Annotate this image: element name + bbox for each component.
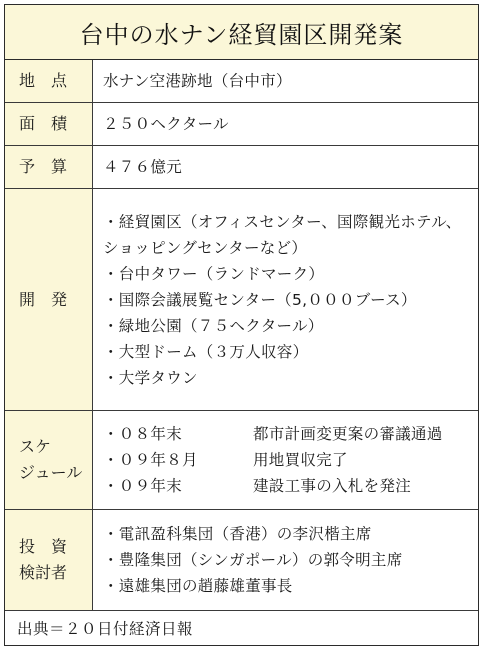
development-item: ・国際会議展覧センター（5,０００ブース）	[103, 290, 417, 309]
label-location-text: 地 点	[19, 71, 68, 90]
schedule-when: ・０９年８月	[103, 451, 198, 469]
value-development	[93, 189, 478, 410]
schedule-when: ・０９年末	[103, 477, 183, 495]
value-budget-text: ４７６億元	[103, 158, 183, 176]
development-item: ・大型ドーム（３万人収容）	[103, 342, 309, 361]
label-schedule	[5, 411, 93, 509]
development-item: ・緑地公園（７５ヘクタール）	[103, 316, 324, 335]
value-investors	[93, 510, 478, 610]
investor-item: ・豊隆集団（シンガポール）の郭令明主席	[103, 551, 403, 569]
source-footer: 出典＝２０日付経済日報	[17, 620, 194, 638]
label-investors-line2: 検討者	[19, 563, 68, 582]
development-item: ・経貿園区（オフィスセンター、国際観光ホテル、ショッピングセンターなど）	[103, 212, 462, 257]
schedule-what: 用地買収完了	[253, 451, 348, 469]
schedule-what: 都市計画変更案の審議通過	[253, 425, 443, 443]
label-development	[5, 189, 93, 410]
schedule-item	[103, 421, 472, 447]
label-investors-line1: 投 資	[19, 537, 68, 556]
value-location-text: 水ナン空港跡地（台中市）	[103, 72, 292, 90]
schedule-item	[103, 473, 472, 499]
project-table	[4, 4, 479, 646]
label-budget-text: 予 算	[19, 157, 68, 176]
label-schedule-line1: スケ	[19, 437, 52, 456]
schedule-when: ・０８年末	[103, 425, 183, 443]
table-title: 台中の水ナン経貿園区開発案	[5, 5, 478, 60]
label-budget	[5, 146, 93, 188]
development-item: ・台中タワー（ランドマーク）	[103, 264, 325, 283]
label-investors	[5, 510, 93, 610]
value-schedule	[93, 411, 478, 509]
row-location	[5, 60, 478, 103]
value-budget	[93, 146, 478, 188]
investor-item: ・電訊盈科集団（香港）の李沢楷主席	[103, 525, 372, 543]
row-budget	[5, 146, 478, 189]
row-area	[5, 103, 478, 146]
value-area-text: ２５０ヘクタール	[103, 115, 229, 133]
development-item: ・大学タウン	[103, 368, 198, 387]
schedule-item	[103, 447, 472, 473]
row-development	[5, 189, 478, 411]
row-schedule	[5, 411, 478, 510]
schedule-what: 建設工事の入札を発注	[253, 477, 412, 495]
label-area-text: 面 積	[19, 114, 68, 133]
row-investors	[5, 510, 478, 611]
label-area	[5, 103, 93, 145]
value-location	[93, 60, 478, 102]
value-area	[93, 103, 478, 145]
label-location	[5, 60, 93, 102]
label-development-text: 開 発	[19, 289, 68, 309]
label-schedule-line2: ジュール	[19, 463, 83, 482]
investor-item: ・遠雄集団の趙藤雄董事長	[103, 577, 293, 595]
